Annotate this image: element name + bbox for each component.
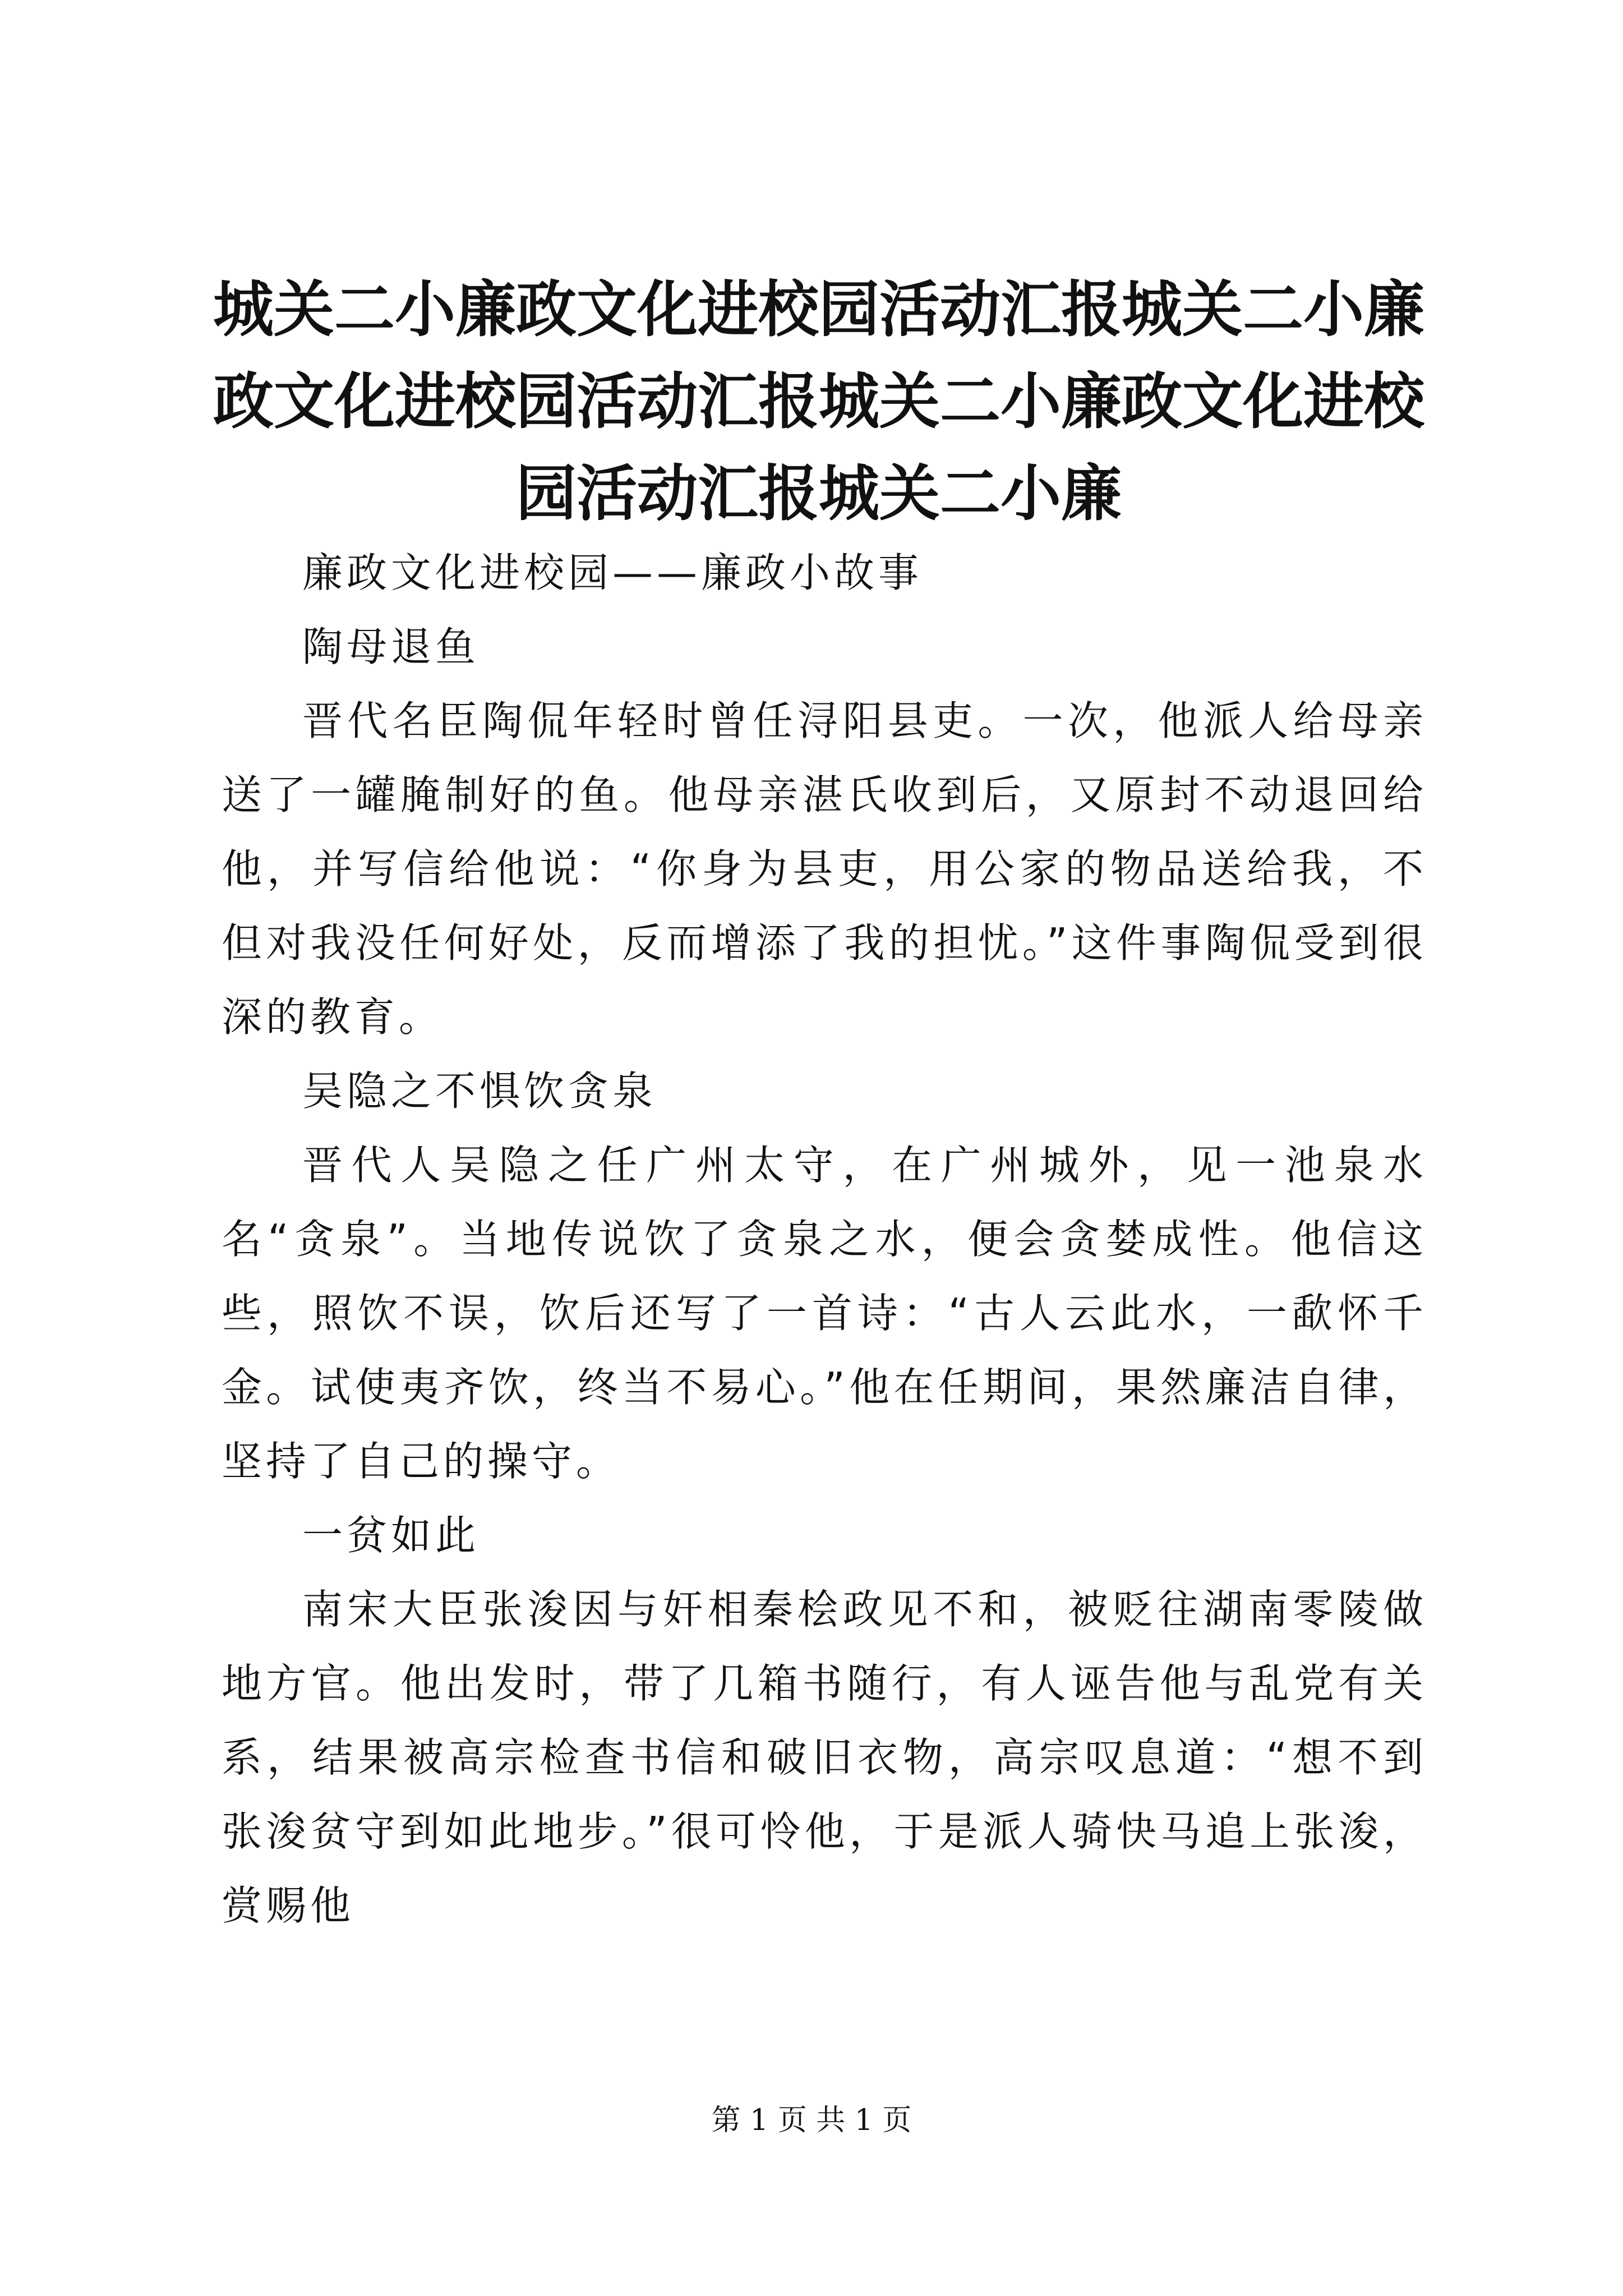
story-paragraph: 南宋大臣张浚因与奸相秦桧政见不和，被贬往湖南零陵做地方官。他出发时，带了几箱书随行，有人诬告他与乱党有关系，结果被高宗检查书信和破旧衣物，高宗叹息道：“想不到张浚贫守到如此地步。”很可怜他，于是派人骑快马追上张浚，赏赐他 [222, 1586, 1427, 1929]
story-title: 陶母退鱼 [302, 623, 480, 670]
document-title: 城关二小廉政文化进校园活动汇报城关二小廉政文化进校园活动汇报城关二小廉政文化进校园活动汇报城关二小廉 [213, 274, 1425, 529]
story-paragraph: 晋代人吴隐之任广州太守，在广州城外，见一池泉水名“贪泉”。当地传说饮了贪泉之水，便会贪婪成性。他信这些，照饮不误，饮后还写了一首诗：“古人云此水，一歃怀千金。试使夷齐饮，终当不易心。”他在任期间，果然廉洁自律，坚持了自己的操守。 [222, 1142, 1427, 1485]
document-body [222, 536, 1427, 1943]
story-title: 一贫如此 [302, 1512, 480, 1559]
section-heading: 廉政文化进校园——廉政小故事 [302, 549, 923, 596]
page-footer: 第 1 页 共 1 页 [711, 2104, 912, 2137]
story-title: 吴隐之不惧饮贪泉 [302, 1068, 657, 1115]
story-paragraph: 晋代名臣陶侃年轻时曾任浔阳县吏。一次，他派人给母亲送了一罐腌制好的鱼。他母亲湛氏收到后，又原封不动退回给他，并写信给他说：“你身为县吏，用公家的物品送给我，不但对我没任何好处，反而增添了我的担忧。”这件事陶侃受到很深的教育。 [222, 697, 1427, 1041]
